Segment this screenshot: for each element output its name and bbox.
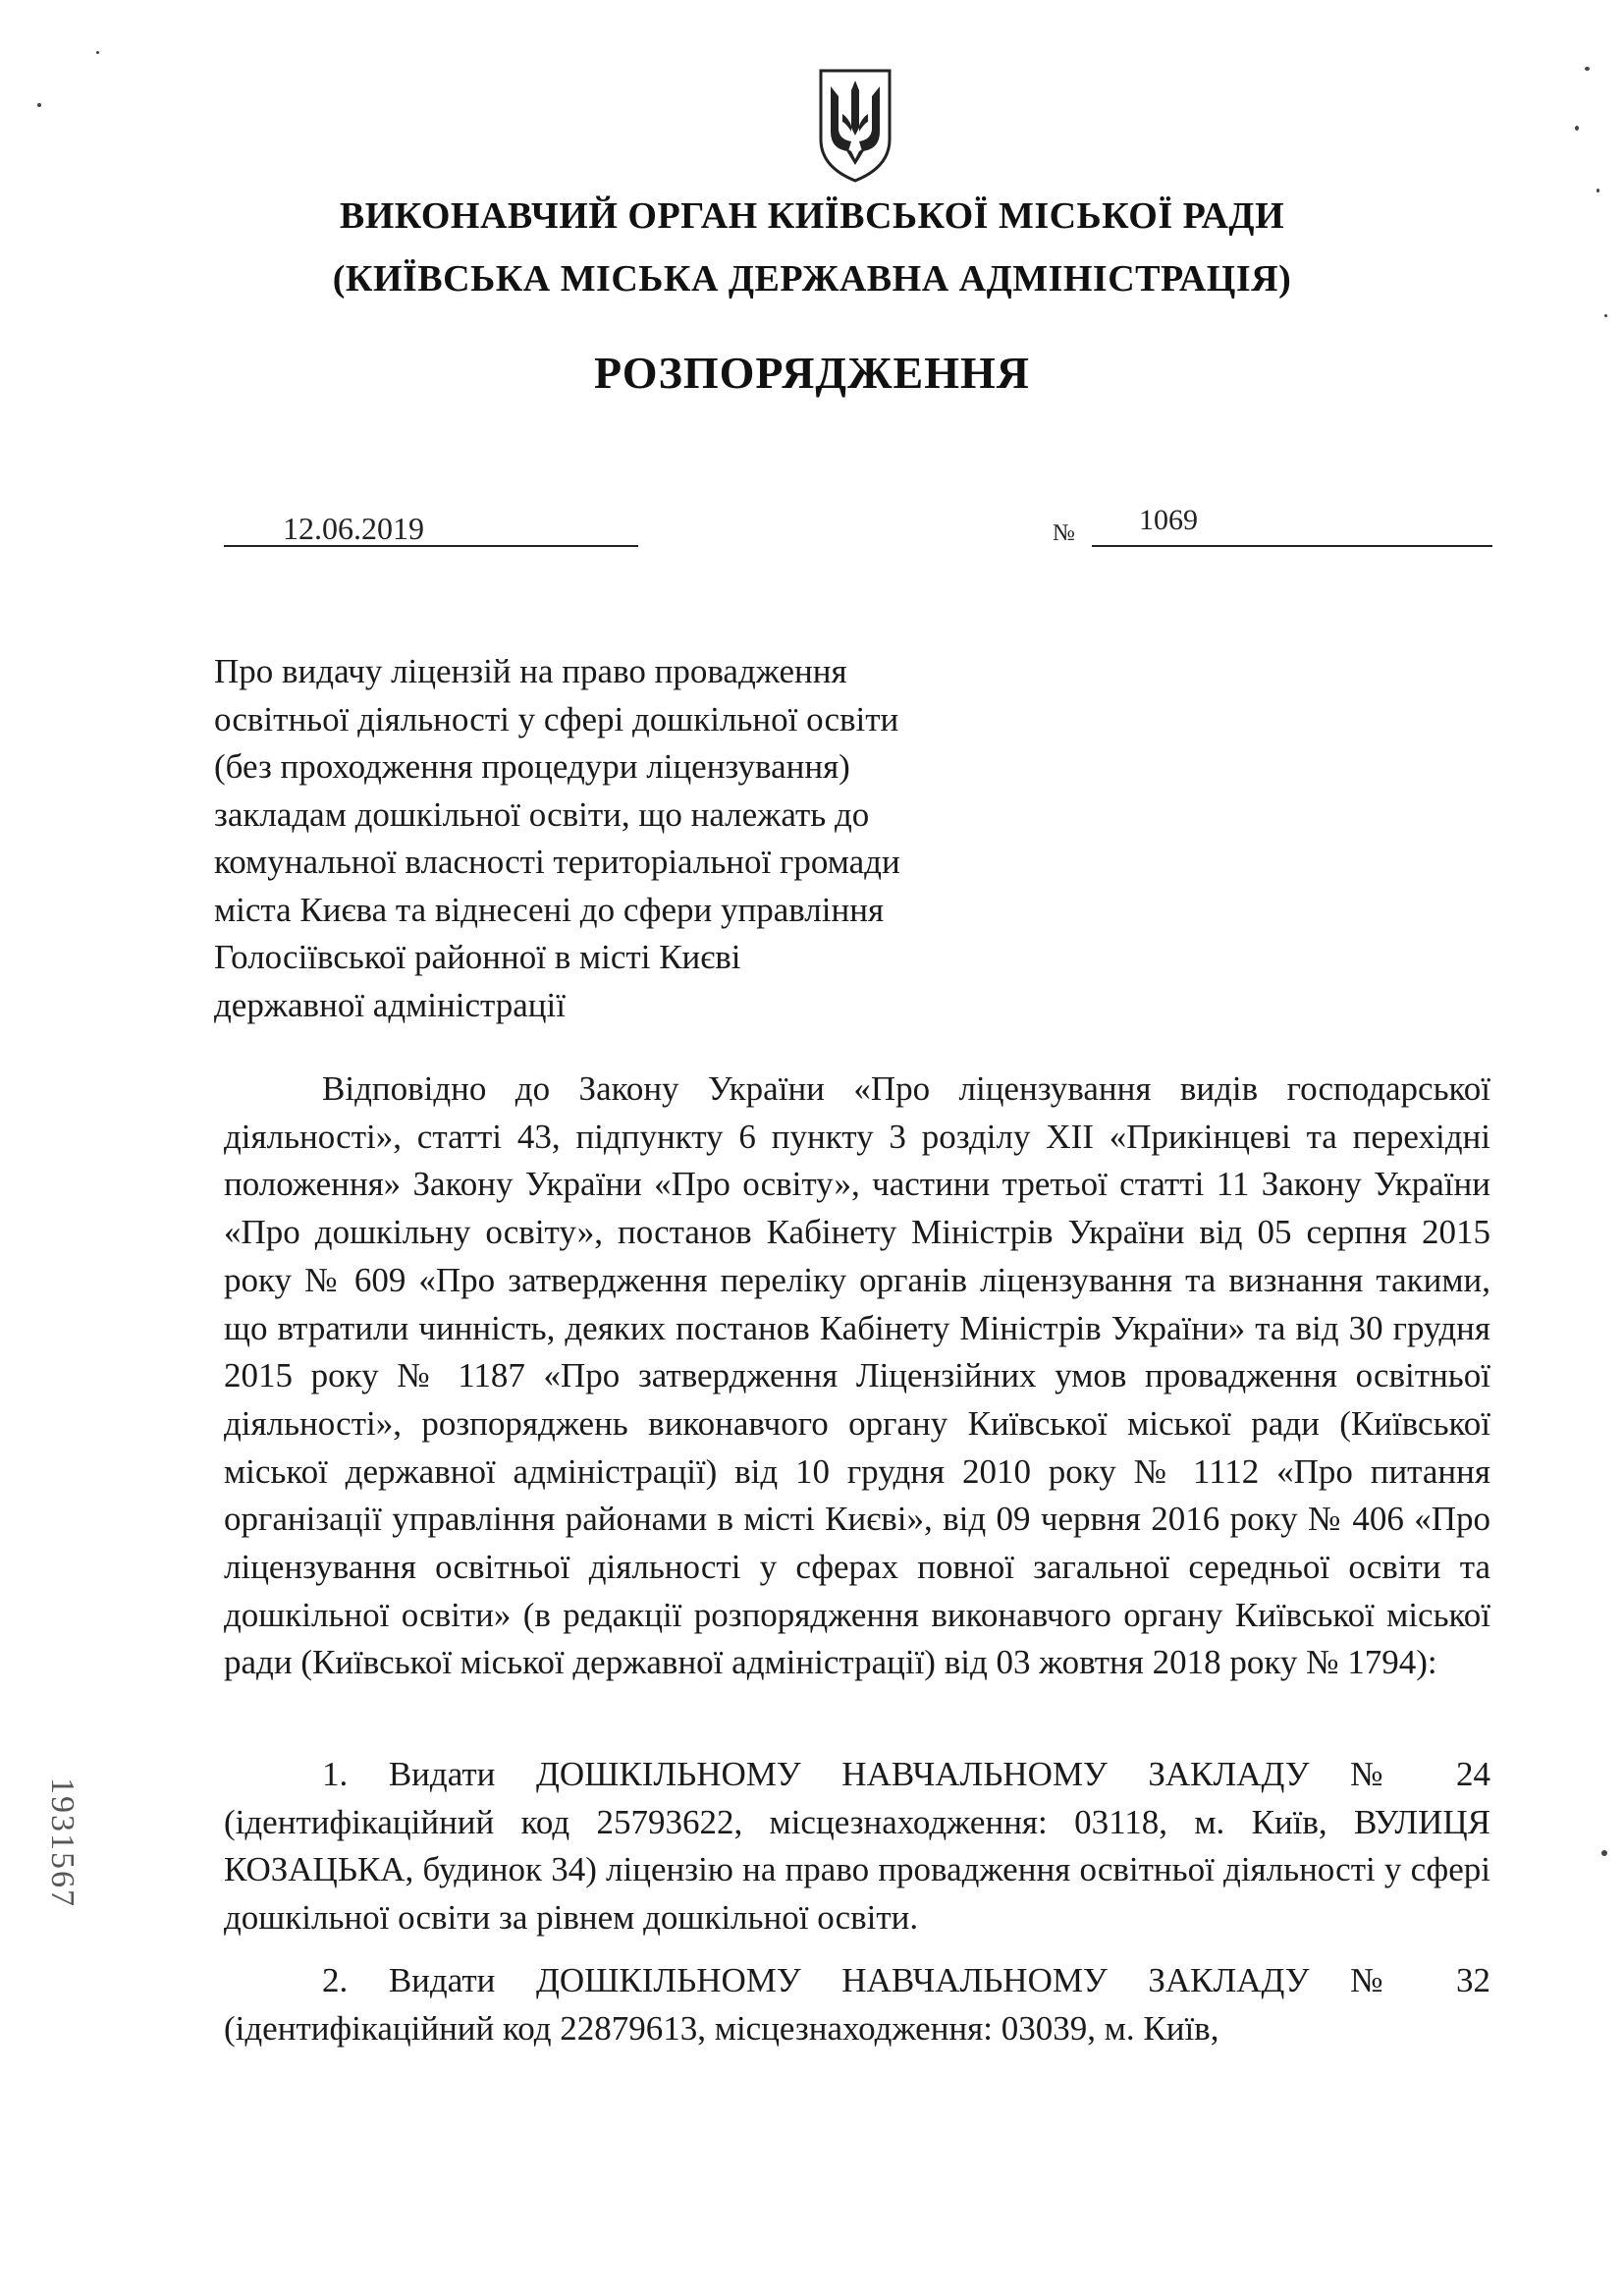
organization-name-alt: (КИЇВСЬКА МІСЬКА ДЕРЖАВНА АДМІНІСТРАЦІЯ) (332, 258, 1292, 300)
order-item-1: 1. Видати ДОШКІЛЬНОМУ НАВЧАЛЬНОМУ ЗАКЛАДУ № 24 (ідентифікаційний код 25793622, місцезнаходження: 03118, м. Київ, ВУЛИЦЯ КОЗАЦЬКА, будинок 34) ліцензію на право провадження освітньої діяльності у сфері дошкільної освіти за рівнем дошкільної освіти. (224, 1755, 1490, 1938)
scan-speck (1604, 314, 1607, 317)
document-subject (214, 648, 1000, 1029)
scan-speck (1575, 126, 1579, 131)
date-underline (224, 545, 638, 547)
subject-line: комунальної власності територіальної громади (214, 843, 900, 881)
subject-line: (без проходження процедури ліцензування) (214, 747, 850, 786)
number-sign: № (1053, 520, 1075, 546)
subject-line: освітньої діяльності у сфері дошкільної освіти (214, 699, 899, 738)
scan-speck (1601, 1850, 1607, 1856)
subject-line: Голосіївської районної в місті Києві (214, 938, 741, 976)
subject-line: закладам дошкільної освіти, що належать до (214, 794, 870, 834)
document-number: 1069 (1139, 504, 1198, 536)
organization-name: ВИКОНАВЧИЙ ОРГАН КИЇВСЬКОЇ МІСЬКОЇ РАДИ (339, 195, 1285, 237)
subject-line: державної адміністрації (214, 985, 566, 1024)
preamble-paragraph: Відповідно до Закону України «Про ліцензування видів господарської діяльності», статті 43, підпункту 6 пункту 3 розділу XII «Прикінцеві та перехідні положення» Закону України «Про освіту», частини третьої статті 11 Закону України «Про дошкільну освіту», постанов Кабінету Міністрів України від 05 серпня 2015 року № 609 «Про затвердження переліку органів ліцензування та визнання такими, що втратили чинність, деяких постанов Кабінету Міністрів України» та від 30 грудня 2015 року № 1187 «Про затвердження Ліцензійних умов провадження освітньої діяльності», розпоряджень виконавчого органу Київської міської ради (Київської міської державної адміністрації) від 10 грудня 2010 року № 1112 «Про питання організації управління районами в місті Києві», від 09 червня 2016 року № 406 «Про ліцензування освітньої діяльності у сферах повної загальної середньої освіти та дошкільної освіти» (в редакції розпорядження виконавчого органу Київської міської ради (Київської міської державної адміністрації) від 03 жовтня 2018 року № 1794): (224, 1069, 1490, 1682)
order-item-2: 2. Видати ДОШКІЛЬНОМУ НАВЧАЛЬНОМУ ЗАКЛАДУ № 32 (ідентифікаційний код 22879613, місцезнаходження: 03039, м. Київ, (224, 1961, 1490, 2048)
scan-speck (1585, 67, 1590, 71)
trident-coat-of-arms-icon (815, 67, 895, 185)
document-date: 12.06.2019 (283, 511, 424, 546)
subject-line: Про видачу ліцензій на право провадження (214, 652, 847, 690)
number-underline (1092, 545, 1492, 547)
scan-speck (37, 103, 41, 107)
document-type-title: РОЗПОРЯДЖЕННЯ (593, 348, 1031, 398)
scan-speck (96, 51, 99, 54)
subject-line: міста Києва та віднесені до сфери управління (214, 890, 885, 929)
scan-speck (1597, 189, 1599, 192)
registration-stamp: 1931567 (44, 1777, 81, 1908)
